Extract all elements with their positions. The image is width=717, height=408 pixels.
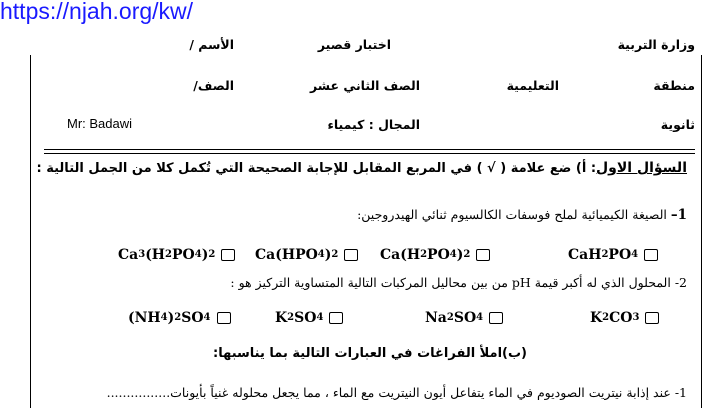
s2-option-3-checkbox[interactable] xyxy=(489,312,503,324)
question-one-instruction: ضع علامة ( √ ) في المربع المقابل للإجابة الصحيحة التي تُكمل كلا من الجمل التالية : xyxy=(36,161,576,176)
s2-option-4: K 2 CO 3 xyxy=(590,310,659,326)
s2-option-4-checkbox[interactable] xyxy=(645,312,659,324)
s2-option-1-checkbox[interactable] xyxy=(217,312,231,324)
subject-label: المجال : كيمياء xyxy=(327,117,420,132)
part-b-heading: (ب)املأ الفراغات في العبارات التالية بما يناسبها: xyxy=(213,346,527,361)
header-divider-top xyxy=(44,149,695,150)
s2-option-1: (NH 4 ) 2 SO 4 xyxy=(128,310,231,326)
fill-in-statement-1: 1- عند إذابة نيتريت الصوديوم في الماء يتفاعل أيون النيتريت مع الماء ، مما يجعل محلوله غنياً بأيونات................ xyxy=(106,385,687,400)
page-border-left xyxy=(30,55,31,408)
header-divider-bottom xyxy=(44,153,695,154)
teacher-name: Mr: Badawi xyxy=(67,116,133,131)
statement-1-text: الصيغة الكيميائية لملح فوسفات الكالسيوم ثنائي الهيدروجين: xyxy=(357,207,671,222)
s2-option-3: Na 2 SO 4 xyxy=(425,310,503,326)
student-name-label: الأسم / xyxy=(189,37,234,52)
s1-option-1-checkbox[interactable] xyxy=(221,249,235,261)
question-one-title: السؤال الاول xyxy=(596,160,687,176)
s2-option-2: K 2 SO 4 xyxy=(275,310,343,326)
page-border-right xyxy=(701,55,702,408)
statement-2: 2- المحلول الذي له أكبر قيمة pH من بين محاليل المركبات التالية المتساوية التركيز هو : xyxy=(230,275,687,290)
school-label: ثانوية xyxy=(660,117,695,132)
s2-option-2-checkbox[interactable] xyxy=(329,312,343,324)
statement-1 xyxy=(357,207,687,223)
statement-1-number: 1– xyxy=(670,207,687,223)
s1-option-1: Ca 3 (H 2 PO 4 ) 2 xyxy=(118,247,235,263)
s1-option-4-checkbox[interactable] xyxy=(644,249,658,261)
class-label: الصف/ xyxy=(193,78,234,93)
grade-label: الصف الثاني عشر xyxy=(309,78,420,93)
watermark-url[interactable]: https://njah.org/kw/ xyxy=(0,0,194,24)
quiz-title: اختبار قصير xyxy=(317,37,391,52)
s1-option-3-checkbox[interactable] xyxy=(476,249,490,261)
s1-option-3: Ca(H 2 PO 4 ) 2 xyxy=(380,247,490,263)
s1-option-2-checkbox[interactable] xyxy=(344,249,358,261)
district-label: منطقة xyxy=(653,78,695,93)
district-name: التعليمية xyxy=(506,78,559,93)
s1-option-2: Ca(HPO 4 ) 2 xyxy=(255,247,358,263)
ministry-label: وزارة التربية xyxy=(617,37,695,52)
part-a-letter: : أ) xyxy=(575,161,597,176)
s1-option-4: CaH 2 PO 4 xyxy=(568,247,658,263)
question-one-heading xyxy=(37,160,687,176)
